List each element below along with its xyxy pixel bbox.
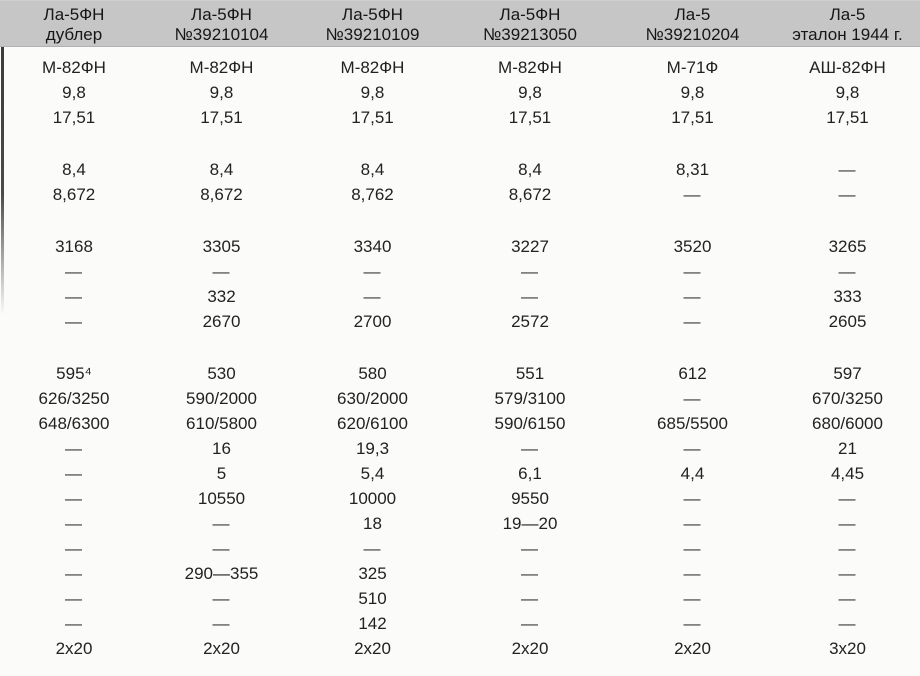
table-cell: 2x20 bbox=[674, 639, 711, 658]
table-cell: 9,8 bbox=[835, 83, 860, 102]
table-cell: — bbox=[212, 262, 231, 281]
table-cell: — bbox=[683, 614, 702, 633]
column-header-1 bbox=[0, 0, 148, 47]
table-cell: 2x20 bbox=[354, 639, 391, 658]
table-cell: 2700 bbox=[353, 312, 392, 331]
table-cell: 19—20 bbox=[502, 514, 558, 533]
column-header-line1: Ла-5ФН bbox=[191, 4, 252, 24]
table-row bbox=[0, 511, 920, 536]
table-cell: 4,4 bbox=[680, 464, 705, 483]
column-header-2 bbox=[148, 0, 295, 47]
table-cell: — bbox=[683, 262, 702, 281]
table-cell: 648/6300 bbox=[38, 414, 110, 433]
table-cell: 10550 bbox=[197, 489, 246, 508]
table-cell: 530 bbox=[207, 364, 236, 383]
table-cell: 17,51 bbox=[671, 108, 714, 127]
table-cell: — bbox=[838, 514, 857, 533]
table-cell: 579/3100 bbox=[494, 389, 566, 408]
table-cell: — bbox=[838, 262, 857, 281]
table-cell: 590/2000 bbox=[186, 389, 257, 408]
table-row bbox=[0, 361, 920, 386]
table-cell: — bbox=[838, 489, 857, 508]
table-row bbox=[0, 55, 920, 80]
table-cell: 680/6000 bbox=[812, 414, 883, 433]
table-header bbox=[0, 0, 920, 47]
table-cell: — bbox=[363, 539, 382, 558]
table-cell: 595⁴ bbox=[56, 364, 92, 383]
column-header-line1: Ла-5ФН bbox=[43, 4, 105, 24]
table-cell: — bbox=[521, 564, 539, 583]
table-cell: 332 bbox=[207, 287, 236, 306]
table-cell: М-82ФН bbox=[42, 58, 106, 77]
table-cell: 630/2000 bbox=[337, 389, 408, 408]
table-cell: М-71Ф bbox=[666, 58, 719, 77]
table-cell: — bbox=[683, 312, 702, 331]
table-cell: 597 bbox=[833, 364, 862, 383]
table-cell: — bbox=[212, 589, 231, 608]
table-row bbox=[0, 234, 920, 259]
table-cell: 9,8 bbox=[680, 83, 705, 102]
table-cell: 17,51 bbox=[52, 108, 96, 127]
group-spacer bbox=[0, 334, 920, 361]
table-row bbox=[0, 105, 920, 130]
table-row bbox=[0, 259, 920, 284]
table-cell: — bbox=[683, 389, 702, 408]
table-cell: 3340 bbox=[353, 237, 392, 256]
table-cell: — bbox=[838, 614, 857, 633]
table-cell: 3520 bbox=[673, 237, 712, 256]
table-cell: 2572 bbox=[511, 312, 549, 331]
table-cell: 580 bbox=[358, 364, 387, 383]
table-body bbox=[0, 55, 920, 661]
table-cell: — bbox=[838, 589, 857, 608]
table-row bbox=[0, 486, 920, 511]
column-header-line1: Ла-5ФН bbox=[499, 4, 561, 24]
table-cell: 620/6100 bbox=[337, 414, 408, 433]
table-row bbox=[0, 461, 920, 486]
column-header-line2: №39213050 bbox=[483, 24, 577, 44]
table-cell: — bbox=[683, 439, 702, 458]
table-row bbox=[0, 611, 920, 636]
table-cell: 685/5500 bbox=[657, 414, 728, 433]
table-cell: — bbox=[838, 185, 857, 204]
group-spacer bbox=[0, 130, 920, 157]
table-cell: — bbox=[521, 539, 539, 558]
table-cell: — bbox=[838, 539, 857, 558]
table-row bbox=[0, 284, 920, 309]
table-cell: 2670 bbox=[202, 312, 241, 331]
table-cell: 8,4 bbox=[518, 160, 542, 179]
table-cell: 3305 bbox=[202, 237, 241, 256]
table-row bbox=[0, 386, 920, 411]
table-cell: 290—355 bbox=[184, 564, 259, 583]
table-cell: 8,4 bbox=[360, 160, 385, 179]
table-cell: 21 bbox=[838, 439, 857, 458]
table-cell: 17,51 bbox=[826, 108, 869, 127]
table-cell: 325 bbox=[358, 564, 387, 583]
column-header-line2: дублер bbox=[45, 24, 103, 44]
table-cell: 3227 bbox=[511, 237, 549, 256]
table-cell: — bbox=[65, 489, 83, 508]
table-cell: 551 bbox=[515, 364, 545, 383]
column-header-line2: №39210109 bbox=[325, 24, 420, 44]
table-cell: — bbox=[65, 614, 83, 633]
table-cell: 2x20 bbox=[55, 639, 93, 658]
table-cell: — bbox=[683, 489, 702, 508]
table-cell: 510 bbox=[358, 589, 387, 608]
table-cell: 18 bbox=[363, 514, 382, 533]
column-header-line1: Ла-5 bbox=[674, 4, 711, 24]
column-header-5 bbox=[610, 0, 775, 47]
table-cell: — bbox=[683, 185, 702, 204]
table-row bbox=[0, 636, 920, 661]
table-cell: 8,4 bbox=[209, 160, 234, 179]
table-cell: — bbox=[521, 287, 539, 306]
table-cell: 626/3250 bbox=[38, 389, 110, 408]
table-cell: — bbox=[683, 564, 702, 583]
table-cell: 16 bbox=[212, 439, 231, 458]
table-cell: — bbox=[212, 539, 231, 558]
table-row bbox=[0, 182, 920, 207]
table-cell: 590/6150 bbox=[494, 414, 566, 433]
column-header-4 bbox=[450, 0, 610, 47]
table-cell: — bbox=[838, 160, 857, 179]
table-cell: 8,672 bbox=[200, 185, 243, 204]
table-cell: М-82ФН bbox=[498, 58, 562, 77]
table-cell: 17,51 bbox=[508, 108, 552, 127]
table-cell: 2605 bbox=[828, 312, 867, 331]
table-cell: 9,8 bbox=[518, 83, 542, 102]
table-cell: 2x20 bbox=[511, 639, 549, 658]
column-header-6 bbox=[775, 0, 920, 47]
table-cell: АШ-82ФН bbox=[809, 58, 886, 77]
table-cell: — bbox=[65, 539, 83, 558]
table-cell: 10000 bbox=[348, 489, 397, 508]
table-cell: — bbox=[521, 262, 539, 281]
table-row bbox=[0, 157, 920, 182]
table-row bbox=[0, 80, 920, 105]
table-cell: 17,51 bbox=[200, 108, 243, 127]
column-header-line2: №39210204 bbox=[645, 24, 740, 44]
table-cell: 8,762 bbox=[351, 185, 394, 204]
table-cell: 3168 bbox=[55, 237, 93, 256]
table-row bbox=[0, 536, 920, 561]
table-cell: 142 bbox=[358, 614, 387, 633]
table-cell: — bbox=[363, 287, 382, 306]
table-cell: 8,31 bbox=[675, 160, 710, 179]
table-cell: — bbox=[521, 439, 539, 458]
table-cell: — bbox=[65, 262, 83, 281]
table-cell: — bbox=[65, 439, 83, 458]
table-row bbox=[0, 411, 920, 436]
column-header-line1: Ла-5ФН bbox=[342, 4, 403, 24]
table-cell: 8,672 bbox=[508, 185, 552, 204]
table-cell: 333 bbox=[833, 287, 862, 306]
table-cell: — bbox=[65, 464, 83, 483]
table-cell: М-82ФН bbox=[189, 58, 254, 77]
table-cell: — bbox=[521, 589, 539, 608]
table-cell: 9,8 bbox=[209, 83, 234, 102]
column-header-line1: Ла-5 bbox=[829, 4, 866, 24]
group-spacer bbox=[0, 207, 920, 234]
table-cell: — bbox=[683, 539, 702, 558]
column-header-3 bbox=[295, 0, 450, 47]
table-cell: 2x20 bbox=[203, 639, 240, 658]
table-cell: 6,1 bbox=[518, 464, 542, 483]
table-row bbox=[0, 436, 920, 461]
table-cell: — bbox=[212, 514, 231, 533]
table-cell: — bbox=[683, 514, 702, 533]
table-cell: 8,672 bbox=[52, 185, 96, 204]
table-cell: 3x20 bbox=[829, 639, 866, 658]
table-cell: — bbox=[838, 564, 857, 583]
table-cell: 3265 bbox=[828, 237, 867, 256]
table-row bbox=[0, 586, 920, 611]
table-cell: — bbox=[212, 614, 231, 633]
table-cell: 5 bbox=[216, 464, 227, 483]
table-cell: — bbox=[65, 589, 83, 608]
table-row bbox=[0, 561, 920, 586]
table-cell: — bbox=[683, 589, 702, 608]
table-cell: — bbox=[363, 262, 382, 281]
column-header-line2: №39210104 bbox=[174, 24, 269, 44]
table-cell: 9,8 bbox=[360, 83, 385, 102]
table-cell: 4,45 bbox=[830, 464, 865, 483]
column-header-line2: эталон 1944 г. bbox=[792, 24, 903, 44]
table-cell: 612 bbox=[678, 364, 707, 383]
table-cell: — bbox=[65, 312, 83, 331]
table-cell: — bbox=[521, 614, 539, 633]
table-cell: — bbox=[65, 514, 83, 533]
table-cell: — bbox=[65, 564, 83, 583]
table-cell: 610/5800 bbox=[186, 414, 257, 433]
table-cell: М-82ФН bbox=[340, 58, 405, 77]
table-cell: 5,4 bbox=[360, 464, 385, 483]
table-cell: 19,3 bbox=[355, 439, 390, 458]
table-row bbox=[0, 309, 920, 334]
table-cell: — bbox=[65, 287, 83, 306]
table-cell: — bbox=[683, 287, 702, 306]
table-cell: 670/3250 bbox=[812, 389, 883, 408]
table-cell: 8,4 bbox=[62, 160, 86, 179]
table-cell: 9,8 bbox=[62, 83, 86, 102]
table-cell: 17,51 bbox=[351, 108, 394, 127]
table-cell: 9550 bbox=[511, 489, 549, 508]
